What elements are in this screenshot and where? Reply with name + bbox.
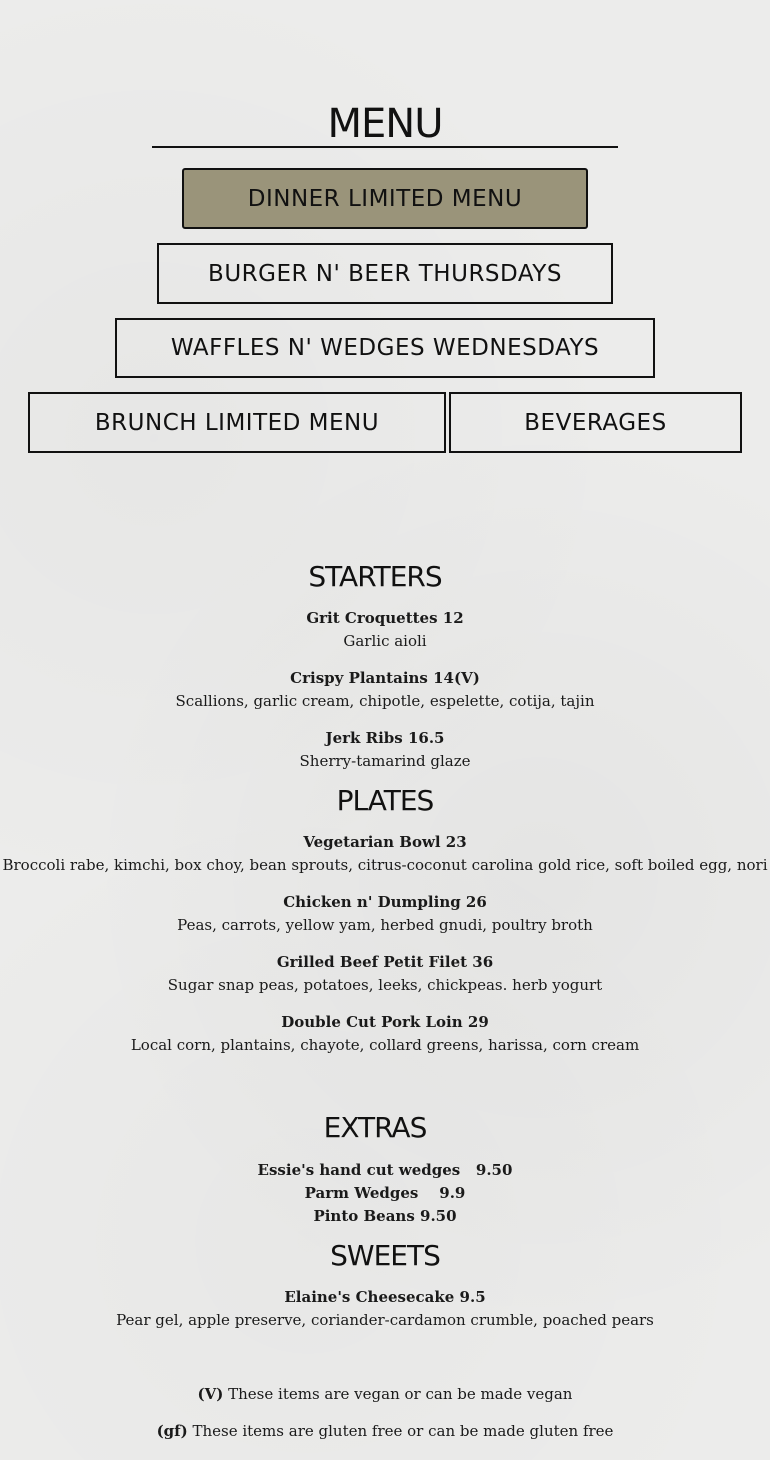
menu-item-name: Vegetarian Bowl 23 bbox=[303, 833, 467, 851]
gluten-free-legend-text: These items are gluten free or can be made gluten free bbox=[187, 1422, 614, 1440]
gluten-free-legend bbox=[0, 1422, 770, 1440]
menu-item-name: Essie's hand cut wedges 9.50 bbox=[257, 1161, 513, 1179]
menu-item-description: Scallions, garlic cream, chipotle, espelette, cotija, tajin bbox=[175, 692, 595, 710]
menu-item-name: Grilled Beef Petit Filet 36 bbox=[276, 953, 494, 971]
menu-item-name: Elaine's Cheesecake 9.5 bbox=[284, 1288, 486, 1306]
tab-dinner-limited-menu[interactable]: DINNER LIMITED MENU bbox=[182, 168, 588, 229]
menu-item-name: Crispy Plantains 14(V) bbox=[290, 669, 480, 687]
vegan-legend bbox=[0, 1385, 770, 1403]
gluten-free-key: (gf) bbox=[156, 1422, 188, 1440]
menu-item-description: Broccoli rabe, kimchi, box choy, bean sprouts, citrus-coconut carolina gold rice, soft boiled egg, nori bbox=[2, 856, 768, 874]
menu-item-name: Grit Croquettes 12 bbox=[306, 609, 464, 627]
tab-brunch-limited-menu[interactable]: BRUNCH LIMITED MENU bbox=[28, 392, 446, 453]
menu-item-name: Jerk Ribs 16.5 bbox=[325, 729, 445, 747]
menu-item-description: Peas, carrots, yellow yam, herbed gnudi, poultry broth bbox=[177, 916, 593, 934]
menu-item-description: Local corn, plantains, chayote, collard greens, harissa, corn cream bbox=[130, 1036, 640, 1054]
menu-item-description: Sugar snap peas, potatoes, leeks, chickpeas. herb yogurt bbox=[167, 976, 603, 994]
page-title: MENU bbox=[152, 96, 618, 148]
extras-heading: EXTRAS bbox=[323, 1111, 427, 1144]
menu-item-description: Pear gel, apple preserve, coriander-cardamon crumble, poached pears bbox=[116, 1311, 654, 1329]
tab-burger-n-beer-thursdays[interactable]: BURGER N' BEER THURSDAYS bbox=[157, 243, 613, 304]
starters-heading: STARTERS bbox=[308, 560, 442, 593]
tab-beverages[interactable]: BEVERAGES bbox=[449, 392, 742, 453]
menu-item-description: Sherry-tamarind glaze bbox=[299, 752, 471, 770]
vegan-key: (V) bbox=[197, 1385, 224, 1403]
menu-item-name: Chicken n' Dumpling 26 bbox=[283, 893, 487, 911]
tab-waffles-n-wedges-wednesdays[interactable]: WAFFLES N' WEDGES WEDNESDAYS bbox=[115, 318, 655, 378]
vegan-legend-text: These items are vegan or can be made vegan bbox=[223, 1385, 573, 1403]
menu-item-description: Garlic aioli bbox=[343, 632, 427, 650]
menu-item-name: Parm Wedges 9.9 bbox=[304, 1184, 466, 1202]
menu-item-name: Double Cut Pork Loin 29 bbox=[281, 1013, 489, 1031]
sweets-heading: SWEETS bbox=[330, 1239, 440, 1272]
plates-heading: PLATES bbox=[336, 784, 434, 817]
menu-item-name: Pinto Beans 9.50 bbox=[313, 1207, 457, 1225]
